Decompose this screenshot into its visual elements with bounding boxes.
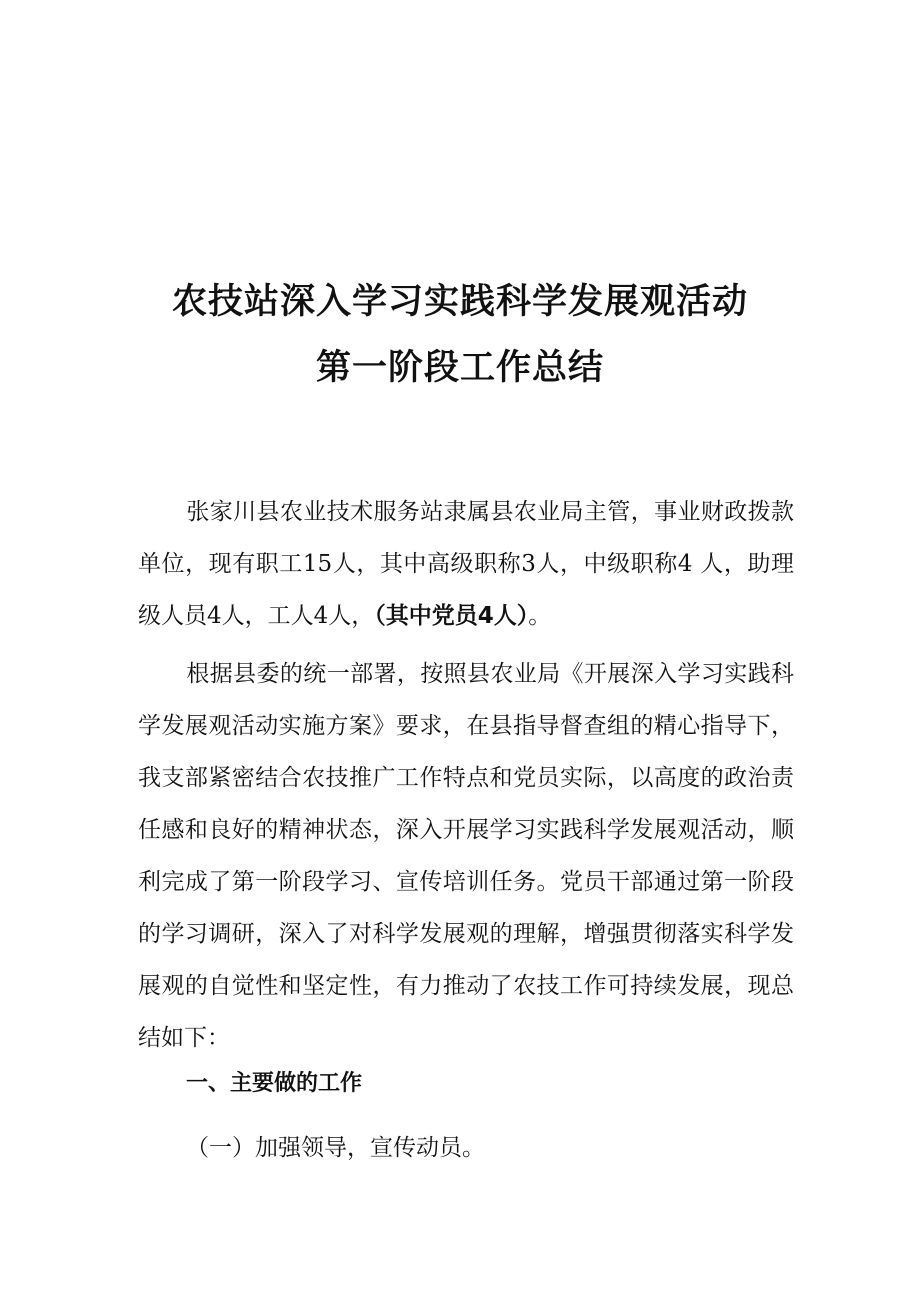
document-title-line-1: 农技站深入学习实践科学发展观活动 <box>171 282 748 322</box>
document-title-line-2: 第一阶段工作总结 <box>315 348 604 388</box>
paragraph-background <box>138 648 794 1064</box>
paragraph-unit-overview <box>138 486 794 642</box>
subsection-heading-leadership: （一）加强领导，宣传动员。 <box>186 1135 485 1161</box>
party-member-count: （其中党员4人） <box>374 603 529 629</box>
paragraph-unit-overview-text: 张家川县农业技术服务站隶属县农业局主管，事业财政拨款单位，现有职工15人，其中高级职称3人，中级职称4 人，助理级人员4人，工人4人， <box>138 499 794 629</box>
section-heading-main-work: 一、主要做的工作 <box>186 1071 363 1096</box>
paragraph-background-text: 根据县委的统一部署，按照县农业局《开展深入学习实践科学发展观活动实施方案》要求，在县指导督查组的精心指导下，我支部紧密结合农技推广工作特点和党员实际，以高度的政治责任感和良好的精神状态，深入开展学习实践科学发展观活动，顺利完成了第一阶段学习、宣传培训任务。党员干部通过第一阶段的学习调研，深入了对科学发展观的理解，增强贯彻落实科学发展观的自觉性和坚定性，有力推动了农技工作可持续发展，现总结如下： <box>138 661 794 1051</box>
paragraph-unit-overview-end: 。 <box>528 603 552 629</box>
